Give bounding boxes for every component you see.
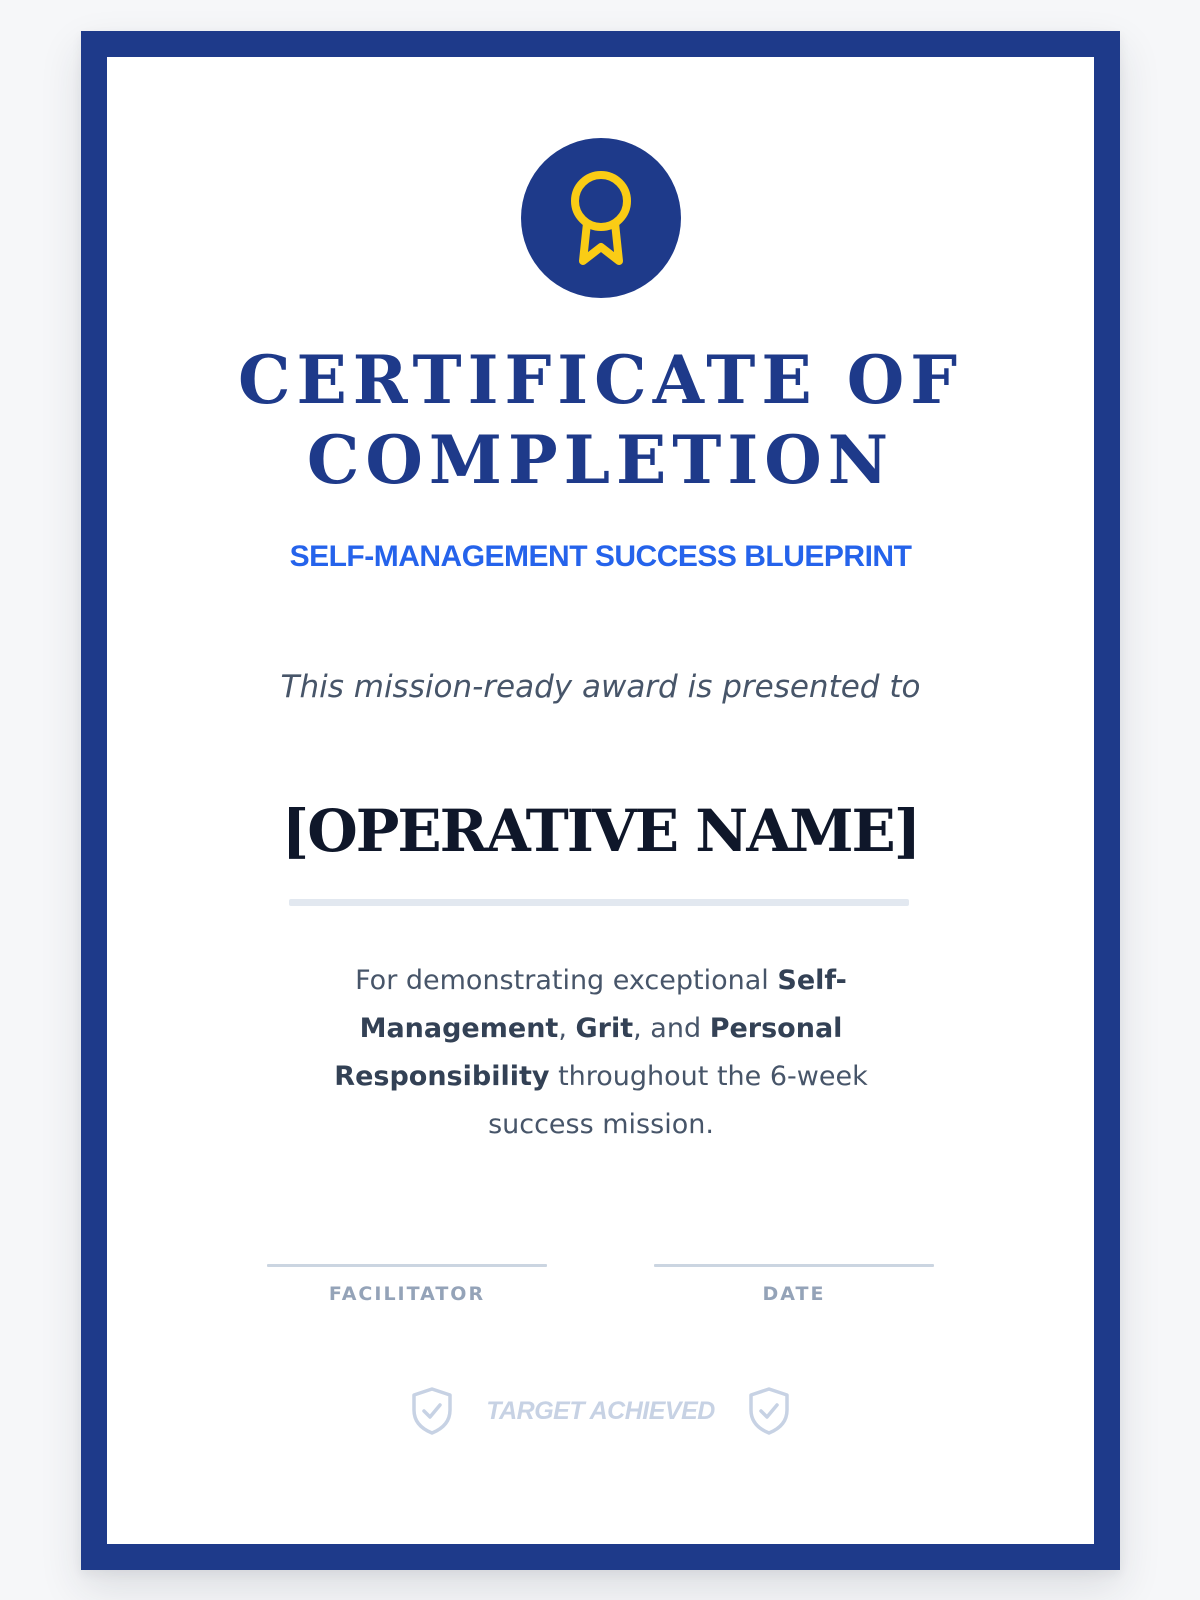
description-text: , — [558, 1013, 576, 1044]
description-text: throughout the 6-week success mission. — [488, 1061, 868, 1140]
shield-check-icon — [747, 1386, 791, 1436]
award-badge — [521, 138, 681, 298]
certificate-frame — [81, 31, 1120, 1570]
award-ribbon-icon — [565, 166, 637, 270]
description-highlight-personal-responsibility: Personal Responsibility — [334, 1013, 843, 1092]
date-signature-line — [654, 1264, 934, 1267]
certificate-title: CERTIFICATE OF COMPLETION — [237, 341, 964, 499]
footer-seal — [107, 1386, 1094, 1436]
shield-check-icon — [410, 1386, 454, 1436]
description-text: For demonstrating exceptional — [355, 965, 778, 996]
description-highlight-grit: Grit — [575, 1013, 634, 1044]
facilitator-signature-line — [267, 1264, 547, 1267]
name-underline — [289, 899, 909, 906]
certificate-description — [313, 957, 889, 1149]
recipient-name: [OPERATIVE NAME] — [281, 797, 920, 865]
footer-text: TARGET ACHIEVED — [486, 1396, 715, 1425]
description-highlight-self-management: Self-Management — [359, 965, 847, 1044]
facilitator-label: FACILITATOR — [328, 1283, 486, 1305]
facilitator-signature — [267, 1264, 547, 1305]
presented-to-text: This mission-ready award is presented to — [280, 669, 921, 705]
certificate-paper — [107, 57, 1094, 1544]
description-text: , and — [633, 1013, 710, 1044]
certificate-subtitle: SELF-MANAGEMENT SUCCESS BLUEPRINT — [289, 540, 912, 573]
date-signature — [654, 1264, 934, 1305]
date-label: DATE — [762, 1283, 826, 1305]
